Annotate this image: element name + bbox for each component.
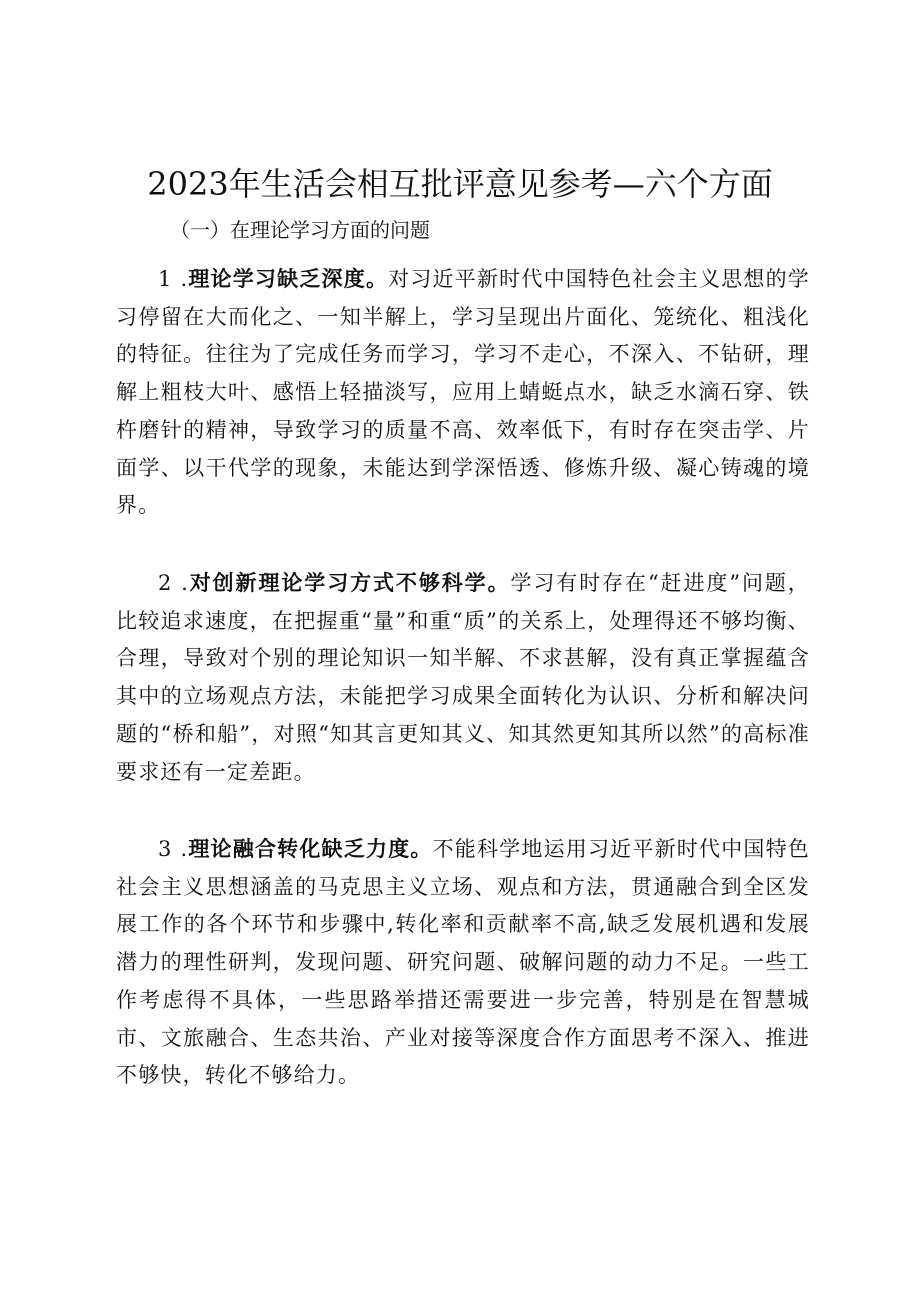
- paragraph-3-body: 不能科学地运用习近平新时代中国特色社会主义思想涵盖的马克思主义立场、观点和方法，贯通融合到全区发展工作的各个环节和步骤中,转化率和贡献率不高,缺乏发展机遇和发展潜力的理性研判，发现问题、研究问题、破解问题的动力不足。一些工作考虑得不具体，一些思路举措还需要进一步完善，特别是在智慧城市、文旅融合、生态共治、产业对接等深度合作方面思考不深入、推进不够快，转化不够给力。: [116, 837, 811, 1088]
- paragraph-1-number: 1 .: [158, 267, 189, 291]
- paragraph-1-body: 对习近平新时代中国特色社会主义思想的学习停留在大而化之、一知半解上，学习呈现出片面化、笼统化、粗浅化的特征。往往为了完成任务而学习，学习不走心，不深入、不钻研，理解上粗枝大叶、感悟上轻描淡写，应用上蜻蜓点水，缺乏水滴石穿、铁杵磨针的精神，导致学习的质量不高、效率低下，有时存在突击学、片面学、以干代学的现象，未能达到学深悟透、修炼升级、凝心铸魂的境界。: [116, 267, 810, 518]
- paragraph-1-lead: 理论学习缺乏深度。: [188, 266, 389, 291]
- section-heading: （一）在理论学习方面的问题: [170, 218, 430, 242]
- document-title: 2023年生活会相互批评意见参考—六个方面: [147, 165, 773, 203]
- paragraph-2: [116, 564, 810, 791]
- paragraph-3: [116, 830, 810, 1095]
- paragraph-2-number: 2 .: [158, 571, 190, 595]
- paragraph-1: [116, 260, 810, 525]
- paragraph-3-lead: 理论融合转化缺乏力度。: [188, 836, 433, 861]
- paragraph-3-number: 3 .: [158, 837, 189, 861]
- paragraph-2-body: 学习有时存在“赶进度”问题，比较追求速度，在把握重“量”和重“质”的关系上，处理得还不够均衡、合理，导致对个别的理论知识一知半解、不求甚解，没有真正掌握蕴含其中的立场观点方法，未能把学习成果全面转化为认识、分析和解决问题的“桥和船”，对照“知其言更知其义、知其然更知其所以然”的高标准要求还有一定差距。: [116, 571, 810, 784]
- paragraph-2-lead: 对创新理论学习方式不够科学。: [189, 570, 511, 595]
